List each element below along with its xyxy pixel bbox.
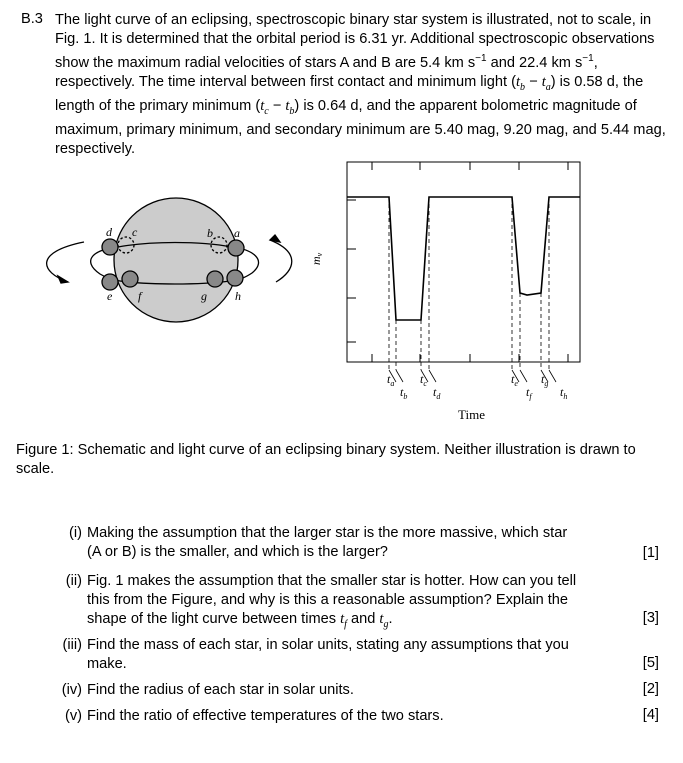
schematic-label-f: f — [138, 289, 142, 303]
x-axis-label: Time — [458, 407, 485, 422]
part-ii — [52, 572, 662, 630]
part-number: (i) — [69, 525, 82, 541]
svg-text:tg: $t_g$ — [541, 372, 549, 388]
schematic-label-e: e — [107, 289, 113, 303]
small-star-h — [227, 270, 243, 286]
time-label-g — [541, 372, 548, 388]
schematic-label-a: a — [234, 226, 240, 240]
schematic-label-h: h — [235, 289, 241, 303]
time-label-f — [526, 385, 533, 401]
orbit-arrow-right — [270, 240, 292, 282]
marks-iii: [5] — [642, 655, 659, 671]
time-label-b — [400, 385, 407, 401]
part-iii — [52, 636, 662, 676]
figure-1 — [0, 150, 683, 435]
question-number: B.3 — [21, 11, 43, 27]
part-text: Find the mass of each star, in solar units, stating any assumptions that you make. — [87, 637, 569, 672]
part-text: Fig. 1 makes the assumption that the smaller star is hotter. How can you tell this from the Figure, and why is this a reasonable assumption? Explain the shape of the light curve between times $t_f$ and $t_g$. — [87, 573, 577, 630]
small-star-d — [102, 239, 118, 255]
marks-i: [1] — [642, 545, 659, 561]
large-star — [114, 198, 238, 322]
light-curve-chart — [309, 162, 580, 422]
small-star-e — [102, 274, 118, 290]
plot-frame — [347, 162, 580, 362]
y-axis-label: mv — [309, 252, 324, 265]
part-text: Find the radius of each star in solar units. — [87, 682, 354, 698]
light-curve — [347, 197, 580, 320]
schematic-label-b: b — [207, 226, 213, 240]
svg-text:tc: $t_c$ — [420, 372, 427, 388]
part-number: (v) — [64, 708, 82, 724]
svg-text:th: $t_h$ — [560, 385, 568, 401]
orbit-arrow-left — [47, 242, 84, 282]
marks-iv: [2] — [642, 681, 659, 697]
small-star-g — [207, 271, 223, 287]
orbit-arrowhead-left — [58, 276, 68, 283]
contact-guides — [389, 197, 549, 370]
svg-text:tb: $t_b$ — [400, 385, 408, 401]
eclipse-schematic — [47, 198, 292, 322]
svg-text:td: $t_d$ — [433, 385, 441, 401]
part-i — [52, 524, 662, 564]
small-star-a — [228, 240, 244, 256]
schematic-label-g: g — [201, 289, 207, 303]
marks-ii: [3] — [642, 610, 659, 626]
time-label-a — [387, 372, 394, 388]
svg-text:te: $t_e$ — [511, 372, 518, 388]
part-v — [52, 707, 662, 727]
svg-text:ta: $t_a$ — [387, 372, 395, 388]
time-label-d — [433, 385, 441, 401]
part-number: (iv) — [61, 682, 82, 698]
part-text: Making the assumption that the larger star is the more massive, which star (A or B) is the smaller, and which is the larger? — [87, 525, 568, 560]
marks-v: [4] — [642, 707, 659, 723]
schematic-label-d: d — [106, 225, 112, 239]
orbit-arrowhead-right — [270, 235, 280, 242]
svg-text:tf: $t_f$ — [526, 385, 532, 401]
time-label-h — [560, 385, 567, 401]
part-number: (iii) — [62, 637, 82, 653]
part-text: Find the ratio of effective temperatures of the two stars. — [87, 708, 444, 724]
figure-caption: Figure 1: Schematic and light curve of an eclipsing binary system. Neither illustration is drawn to scale. — [16, 442, 636, 477]
part-number: (ii) — [65, 573, 82, 589]
schematic-label-c: c — [132, 225, 138, 239]
small-star-f — [122, 271, 138, 287]
part-iv — [52, 681, 662, 701]
question-text: The light curve of an eclipsing, spectroscopic binary star system is illustrated, not to scale, in Fig. 1. It is determined that the orbital period is 6.31 yr. Additional spectroscopic observations show the maximum radial velocities of stars A and B are 5.4 km $s^{-1}$ and 22.4 km $s^{-1}$, respectively. The time interval between first contact and minimum light $(t_b - t_a)$ is 0.58 d, the length of the primary minimum $(t_c - t_b)$ is 0.64 d, and the apparent bolometric magnitude of maximum, primary minimum, and secondary minimum are 5.40 mag, 9.20 mag, and 5.44 mag, respectively. — [55, 12, 666, 157]
